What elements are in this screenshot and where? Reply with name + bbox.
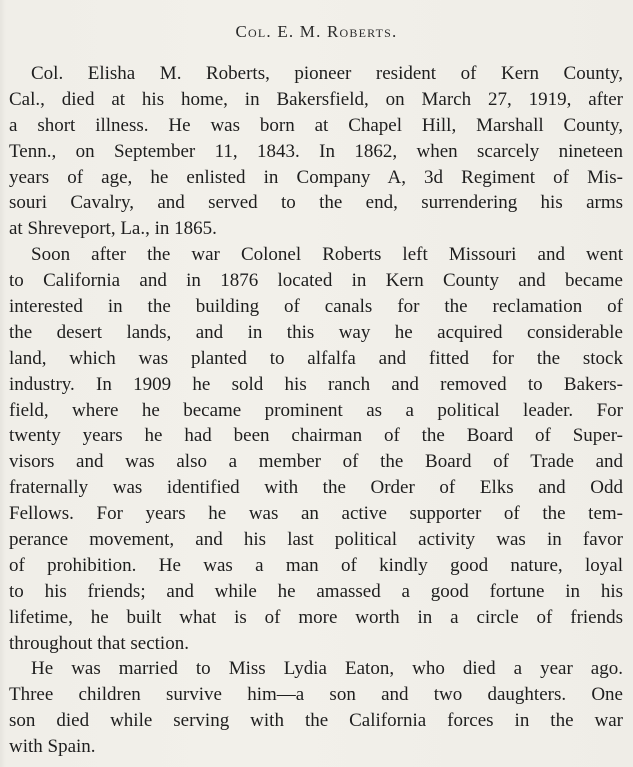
text-line: lifetime, he built what is of more worth in a circle of friends xyxy=(9,606,623,628)
text-line: Fellows. For years he was an active supporter of the tem- xyxy=(9,503,623,525)
text-line: a short illness. He was born at Chapel Hill, Marshall County, xyxy=(9,114,623,136)
text-line: to California and in 1876 located in Kern County and became xyxy=(9,270,623,292)
text-line: with Spain. xyxy=(9,736,96,758)
text-line: interested in the building of canals for the reclamation of xyxy=(9,296,623,318)
text-line: fraternally was identified with the Order of Elks and Odd xyxy=(9,477,623,499)
text-line: Tenn., on September 11, 1843. In 1862, when scarcely nineteen xyxy=(9,140,623,162)
text-line: twenty years he had been chairman of the Board of Super- xyxy=(9,425,623,447)
text-line: throughout that section. xyxy=(9,632,189,654)
text-line: at Shreveport, La., in 1865. xyxy=(9,218,217,240)
text-line: Three children survive him—a son and two daughters. One xyxy=(9,684,623,706)
text-line: to his friends; and while he amassed a good fortune in his xyxy=(9,580,623,602)
text-line: He was married to Miss Lydia Eaton, who died a year ago. xyxy=(31,658,623,680)
paragraph-2 xyxy=(9,242,623,656)
text-line: land, which was planted to alfalfa and fitted for the stock xyxy=(9,347,623,369)
text-line: years of age, he enlisted in Company A, 3d Regiment of Mis- xyxy=(9,166,623,188)
text-line: the desert lands, and in this way he acquired considerable xyxy=(9,321,623,343)
page-title: Col. E. M. Roberts. xyxy=(235,22,398,41)
text-line: Col. Elisha M. Roberts, pioneer resident of Kern County, xyxy=(31,63,623,84)
text-line: souri Cavalry, and served to the end, surrendering his arms xyxy=(9,192,623,214)
text-line: Cal., died at his home, in Bakersfield, on March 27, 1919, after xyxy=(9,88,623,110)
text-line: field, where he became prominent as a political leader. For xyxy=(9,399,623,421)
text-line: of prohibition. He was a man of kindly good nature, loyal xyxy=(9,554,623,576)
text-line: visors and was also a member of the Board of Trade and xyxy=(9,451,623,473)
text-line: Soon after the war Colonel Roberts left Missouri and went xyxy=(31,244,623,266)
paragraph-1 xyxy=(9,61,623,242)
text-line: son died while serving with the California forces in the war xyxy=(9,710,623,732)
text-line: industry. In 1909 he sold his ranch and removed to Bakers- xyxy=(9,373,623,395)
obituary-body xyxy=(9,61,623,760)
paragraph-3 xyxy=(9,656,623,760)
text-line: perance movement, and his last political activity was in favor xyxy=(9,529,623,551)
